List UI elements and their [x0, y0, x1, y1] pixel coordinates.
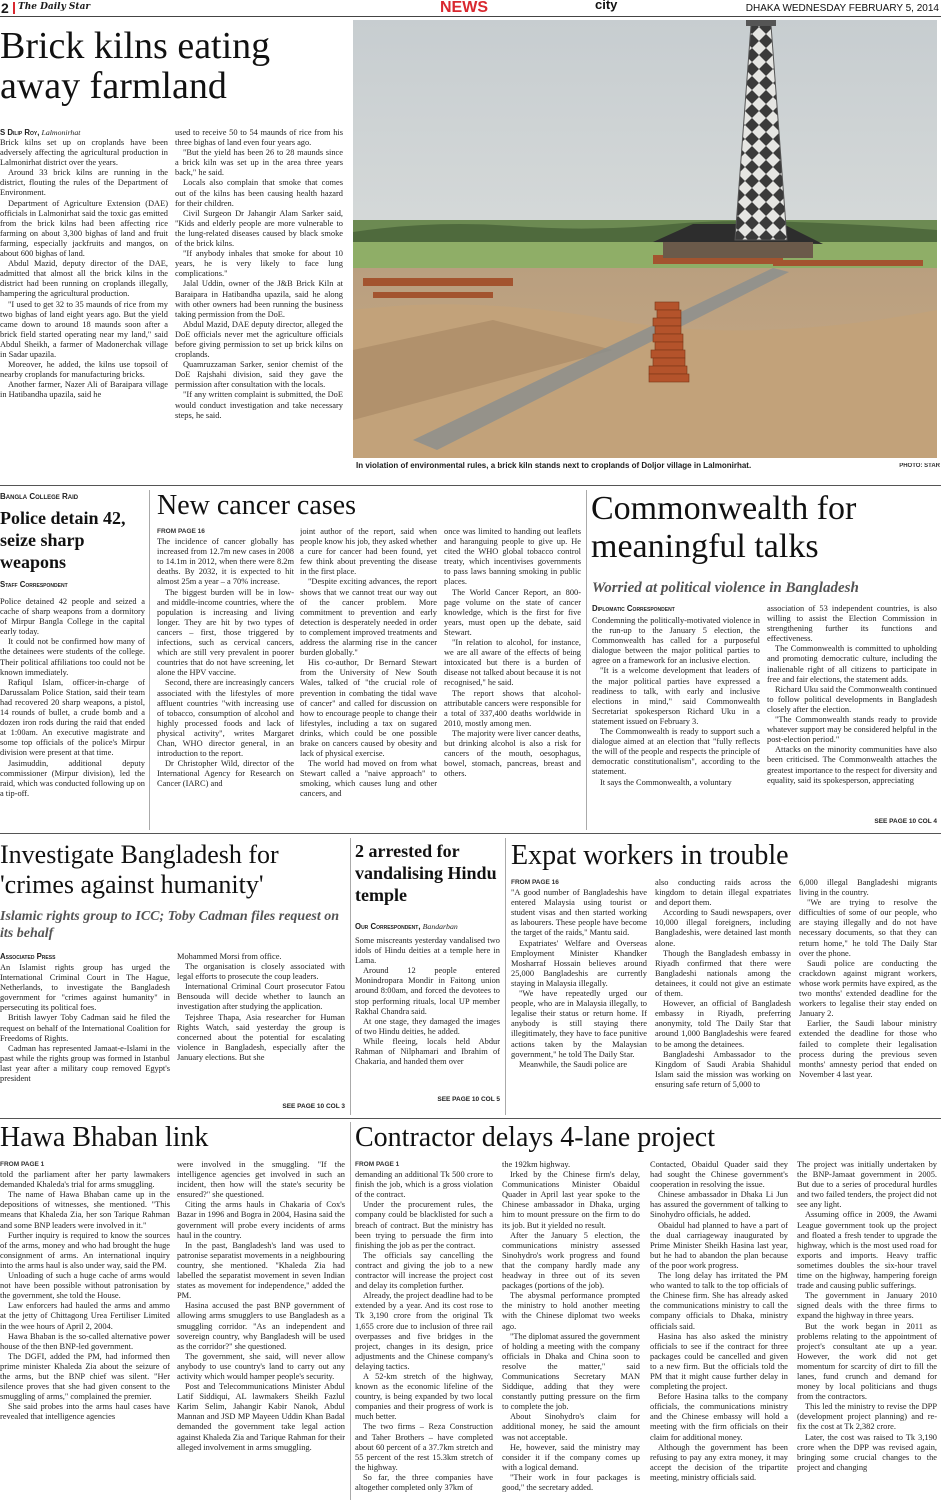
story9-column-3-paragraph: Hasina has also asked the ministry officials to see if the contract for three packages could be cancelled and given to a new firm. But the officials told the PM that it might cause further delay in completing the project.: [650, 1331, 788, 1392]
story4-column-1-paragraph: "It is a welcome development that leaders of the major political parties have expressed a readiness to talk, with early and inclusive elections in mind," said Commonwealth Secretariat spokesperson Richard Uku in a statement issued on February 3.: [592, 666, 760, 726]
story1-column-2-paragraph: Jalal Uddin, owner of the J&B Brick Kiln at Baraipara in Hatibandha upazila, said he along with other owners had been running the business taking permission from the DoE.: [175, 279, 343, 319]
story1-column-1-paragraph: "I used to get 32 to 35 maunds of rice from my two bighas of land eight years ago. But the yield came down to around 18 maunds soon after a brick field started operating near my land," said Abdul Sheikh, a farmer of Madonerchak village in Sadar upazila.: [0, 299, 168, 359]
photo-caption: In violation of environmental rules, a brick kiln stands next to croplands of Doljor village in Lalmonirhat.: [356, 461, 752, 470]
story1-headline: Brick kilns eating away farmland: [0, 26, 271, 106]
story8-column-2-paragraph: Citing the arms hauls in Chakaria of Cox's Bazar in 1996 and Bogra in 2004, Hasina said the government will probe every incidents of arms haul in the country.: [177, 1200, 345, 1240]
story5-see-page: SEE PAGE 10 COL 3: [282, 1103, 345, 1110]
story9-column-3: [650, 1160, 788, 1500]
story9-column-2-paragraph: About Sinohydro's claim for additional money, he said the amount was not acceptable.: [502, 1412, 640, 1442]
story9-column-1: [355, 1160, 493, 1500]
story9-column-2-paragraph: After the January 5 election, the communications ministry assessed Sinohydro's work progress and found that the company hardly made any headway in three out of its seven packages (portions of the job).: [502, 1230, 640, 1291]
story4-column-1-paragraph: It says the Commonwealth, a voluntary: [600, 777, 732, 787]
story3-column-2-paragraph: The world had moved on from what Stewart called a "naive approach" to smoking, which causes lung and other cancers, and: [300, 759, 437, 799]
story2-body-paragraph: Jasimuddin, additional deputy commissioner (Mirpur division), led the raid, which was conducted following up on a tip-off.: [0, 758, 145, 798]
story5-column-1-paragraph: British lawyer Toby Cadman said he filed the request on behalf of the International Coalition for Freedoms of Rights.: [0, 1013, 170, 1043]
story9-column-1-paragraph: So far, the three companies have altogether completed only 37km of: [355, 1472, 493, 1492]
story7-column-2: [655, 878, 791, 1114]
story6-byline-place: Bandarban: [422, 922, 458, 931]
story4-column-1-paragraph: Condemning the politically-motivated violence in the run-up to the January 5 election, the Commonwealth has called for a purposeful dialogue between the major political parties to agree on a framework for an inclusive election.: [592, 616, 760, 666]
story3-column-3-paragraph: once was limited to handing out leaflets and haranguing people to give up. He cited the WHO global tobacco control treaty, which incentivises governments to pass laws banning smoking in public places.: [444, 527, 581, 587]
story8-column-1-paragraph: told the parliament after her party lawmakers demanded Khaleda's trial for arms smuggling.: [0, 1170, 170, 1190]
story5-column-1-paragraph: Cadman has represented Jamaat-e-Islami in the past while the rights group was formed in Istanbul last year after a military coup removed Egypt's president: [0, 1043, 170, 1084]
divider: [0, 485, 941, 486]
story2-body-paragraph: It could not be confirmed how many of the detainees were students of the college. Their political affiliations too could not be known immediately.: [0, 637, 145, 677]
story3-column-3-paragraph: The World Cancer Report, an 800-page volume on the state of cancer knowledge, which is the first for five years, must open up the debate, said Stewart.: [444, 587, 581, 637]
story9-column-3-paragraph: Contacted, Obaidul Quader said they had sought the Chinese government's cooperation in resolving the issue.: [650, 1160, 788, 1190]
story5-headline: Investigate Bangladesh for 'crimes against humanity': [0, 840, 279, 899]
story9-column-4: [797, 1160, 937, 1500]
story9-column-3-paragraph: Although the government has been refusing to pay any extra money, it may accept the decision of the tripartite meeting, ministry officials said.: [650, 1442, 788, 1482]
story8-column-2-paragraph: Post and Telecommunications Minister Abdul Latif Siddiqui, AL lawmakers Sheikh Fazlul Karim Selim, Jahangir Kabir Nanok, Abdul Mannan and JSD MP Mayeen Uddin Khan Badal demanded the government take legal action against Khaleda Zia and Tarique Rahman for their alleged involvement in arms smuggling.: [177, 1382, 345, 1452]
story4-headline: Commonwealth for meaningful talks: [591, 490, 857, 565]
story5-column-2: [177, 952, 345, 1102]
subsection-name: city: [595, 0, 618, 12]
story9-column-3-paragraph: Chinese ambassador in Dhaka Li Jun has assured the government of talking to Sinohydro officials, he added.: [650, 1190, 788, 1220]
story5-byline: Associated Press: [0, 952, 56, 961]
divider: [149, 490, 150, 830]
story9-column-2-paragraph: The abysmal performance prompted the ministry to hold another meeting with the Chinese diplomat two weeks ago.: [502, 1291, 640, 1331]
story9-column-1-paragraph: The two firms – Reza Construction and Taher Brothers – have completed about 60 percent of a 37.7km stretch and 55 percent of the rest 15.3km stretch of the highway.: [355, 1422, 493, 1472]
story6-body-paragraph: Around 12 people entered Monindropara Mondir in Faitong union around 8:00am, and forced the devotees to stop performing rituals, local UP member Rakhal Chandra said.: [355, 966, 500, 1016]
story6-body-paragraph: While fleeing, locals held Abdur Rahman of Nilphamari and Ibrahim of Chakaria, and handed them over: [355, 1036, 500, 1067]
story4-column-2-paragraph: Attacks on the minority communities have also been criticised. The Commonwealth attaches the greatest importance to the respect for diversity and equality, said its spokesperson, appreciating: [767, 745, 937, 785]
divider: [350, 1122, 351, 1500]
story5-column-2-paragraph: Mohammed Morsi from office.: [177, 952, 282, 961]
story8-column-1: [0, 1160, 170, 1500]
story1-column-2-paragraph: Civil Surgeon Dr Jahangir Alam Sarker said, "Kids and elderly people are more vulnerable to the lung-related diseases caused by black smoke of the brick kilns.: [175, 208, 343, 249]
story9-column-1-paragraph: A 52-km stretch of the highway, known as the economic lifeline of the country, is being expanded by two local companies and their progress of work is much better.: [355, 1371, 493, 1422]
story8-column-1-paragraph: The DGFI, added the PM, had informed then prime minister Khaleda Zia about the seizure of the arms, but the BNP chief was silent. "Her silence proves that she had given consent to the smuggling of arms," complained the premier.: [0, 1351, 170, 1402]
story8-headline: Hawa Bhaban link: [0, 1122, 209, 1153]
story9-column-4-paragraph: The government in January 2010 signed deals with the three firms to expand the highway in three years.: [797, 1291, 937, 1321]
story3-column-3: [444, 527, 581, 830]
story7-headline: Expat workers in trouble: [511, 840, 789, 871]
story1-byline-name: S Dilip Roy: [0, 128, 38, 137]
story9-column-1-paragraph: The officials say cancelling the contract and giving the job to a new contractor will increase the project cost and delay its completion further.: [355, 1250, 493, 1291]
story6-byline: Our Correspondent, Bandarban: [355, 922, 458, 931]
story3-column-2: [300, 527, 437, 830]
story1-column-2-paragraph: Locals also complain that smoke that comes out of the kilns has been causing health hazard for their children.: [175, 178, 343, 208]
story1-column-2-paragraph: "If anybody inhales that smoke for about 10 years, he is very likely to face lung complications.": [175, 249, 343, 279]
story9-column-2-paragraph: the 192km highway.: [502, 1160, 571, 1169]
story5-column-1: [0, 963, 170, 1113]
story1-column-1: [0, 138, 168, 471]
story7-column-2-paragraph: also conducting raids across the kingdom to detain illegal expatriates and deport them.: [655, 878, 791, 908]
story7-column-1-paragraph: "We have repeatedly urged our people, who are in Malaysia illegally, to legalise their status or return home. If anybody is still staying there illegitimately, they have to face punitive actions taken by the Malaysian government," he told The Daily Star.: [511, 989, 647, 1059]
story3-column-1-from-page: FROM PAGE 16: [157, 528, 205, 535]
story9-column-1-from-page: FROM PAGE 1: [355, 1161, 400, 1168]
story8-column-1-paragraph: Further inquiry is required to know the sources of the arms, money and who had brought the huge consignment of arms. An international inquiry into the arms haul is also under way, said the PM.: [0, 1230, 170, 1270]
story7-column-3-paragraph: Saudi police are conducting the crackdown against migrant workers, whose work permits have expired, as the two months' extended deadline for the workers to legalise their stay ended on January 2.: [799, 958, 937, 1019]
divider: [0, 1118, 941, 1119]
story4-column-1-paragraph: The Commonwealth is ready to support such a dialogue aimed at an election that "fully reflects the will of the people and respects the principle of democratic constitutionalism", according to the statement.: [592, 727, 760, 777]
story9-column-2-paragraph: He, however, said the ministry may consider it if the company comes up with a logical demand.: [502, 1442, 640, 1472]
story9-column-3-paragraph: The long delay has irritated the PM who wanted to talk to the top officials of the Chinese firm. She has already asked the communications ministry to call the company officials to Dhaka, ministry officials said.: [650, 1271, 788, 1331]
story3-column-1-paragraph: Dr Christopher Wild, director of the International Agency for Research on Cancer (IARC) and: [157, 759, 294, 789]
story8-column-2-paragraph: The government, she said, will never allow anybody to use country's land to carry out any activity which would hamper people's security.: [177, 1351, 345, 1381]
story1-byline-place: Lalmonirhat: [41, 128, 81, 137]
story3-headline: New cancer cases: [157, 490, 356, 521]
story7-column-3-paragraph: "We are trying to resolve the difficulties of some of our people, who are staying illegally and do not have necessary documents, so that they can return home," he told The Daily Star over the phone.: [799, 898, 937, 958]
story8-column-1-from-page: FROM PAGE 1: [0, 1161, 45, 1168]
story1-column-2-paragraph: Quamruzzaman Sarker, senior chemist of the DoE Rajshahi division, said they gave the permission after consultation with the locals.: [175, 360, 343, 390]
story6-byline-name: Our Correspondent: [355, 922, 419, 931]
story3-column-3-paragraph: "In relation to alcohol, for instance, we are all aware of the effects of being intoxicated but there is a burden of disease not talked about because it is not recognised," he said.: [444, 638, 581, 688]
divider: [586, 490, 587, 830]
story2-headline: Police detain 42, seize sharp weapons: [0, 508, 126, 572]
story6-headline: 2 arrested for vandalising Hindu temple: [355, 841, 497, 905]
story2-body: [0, 597, 145, 830]
story7-column-1-paragraph: "A good number of Bangladeshis have entered Malaysia using tourist or student visas and then started working as labourers. These people have become the target of the raids," Mantu said.: [511, 888, 647, 938]
story9-column-3-paragraph: Obaidul had planned to have a part of the dual carriageway inaugurated by Prime Minister Sheikh Hasina last year, but he had to abandon the plan because of the poor work progress.: [650, 1220, 788, 1270]
story2-byline: Staff Correspondent: [0, 580, 68, 589]
story3-column-3-paragraph: The majority were liver cancer deaths, but drinking alcohol is also a risk for cancers of the mouth, oesophagus, bowel, stomach, pancreas, breast and others.: [444, 728, 581, 779]
story9-column-2-paragraph: "Their work in four packages is good," the secretary added.: [502, 1472, 640, 1492]
story7-column-3-paragraph: Earlier, the Saudi labour ministry extended the deadline for those who failed to complete their legalisation process during the previous seven months' amnesty period that ended on November 4 last year.: [799, 1019, 937, 1079]
story4-subhead: Worried at political violence in Bangladesh: [592, 580, 859, 596]
section-name: NEWS: [440, 0, 488, 16]
story8-column-1-paragraph: Law enforcers had hauled the arms and ammo at the jetty of Chittagong Urea Fertiliser Limited in the wee hours of April 2, 2004.: [0, 1301, 170, 1331]
story1-column-1-paragraph: Abdul Mazid, deputy director of the DAE, admitted that almost all the brick kilns in the district had been running on croplands illegally, hampering the agricultural production.: [0, 259, 168, 299]
brick-kiln-photo: [353, 20, 937, 458]
story4-byline: Diplomatic Correspondent: [592, 604, 675, 613]
story9-column-2-paragraph: "The diplomat assured the government of holding a meeting with the company officials in Dhaka and China soon to resolve the matter," said Communications Secretary MAN Siddique, adding that they were constantly putting pressure on the firm to complete the job.: [502, 1331, 640, 1412]
story7-column-2-paragraph: According to Saudi newspapers, over 10,000 illegal foreigners, including Bangladeshis, were detained last month alone.: [655, 908, 791, 948]
story8-column-2-paragraph: Hasina accused the past BNP government of allowing arms smugglers to use Bangladesh as a smuggling corridor. "As an independent and sovereign country, why Bangladesh will be used as the corridor?" she questioned.: [177, 1301, 345, 1351]
story4-column-2: [767, 604, 937, 818]
story2-body-paragraph: Police detained 42 people and seized a cache of sharp weapons from a dormitory of Mirpur Bangla College in the capital early today.: [0, 597, 145, 637]
divider: [350, 838, 351, 1115]
story8-column-2-paragraph: were involved in the smuggling. "If the intelligence agencies get involved in such an incident, then how will the state's security be ensured?" she questioned.: [177, 1160, 345, 1200]
masthead: [0, 0, 941, 17]
story9-column-1-paragraph: Already, the project deadline had to be extended by a year. And its cost rose to Tk 3,190 crore from the original Tk 1,655 crore due to inclusion of three rail overpasses and five bridges in the project, changes in its design, price adjustments and the Chinese company's delaying tactics.: [355, 1291, 493, 1371]
story1-column-2-paragraph: Abdul Mazid, DAE deputy director, alleged the DoE officials never met the agriculture officials before giving permission to set up brick kilns on croplands.: [175, 319, 343, 360]
story3-column-2-paragraph: joint author of the report, said when people know his job, they asked whether a cure for cancer had been found, yet few think about preventing the disease in the first place.: [300, 527, 437, 577]
story9-column-1-paragraph: Under the procurement rules, the company could be blacklisted for such a breach of contract. But the ministry has been trying to persuade the firm into finishing the job as per the contract.: [355, 1200, 493, 1250]
story4-column-2-paragraph: association of 53 independent countries, is also willing to assist the Election Commission in strengthening further its functions and effectiveness.: [767, 604, 937, 644]
story4-column-2-paragraph: Richard Uku said the Commonwealth continued to follow political developments in Bangladesh closely after the election.: [767, 684, 937, 714]
story3-column-1-paragraph: Second, there are increasingly cancers associated with the lifestyles of more affluent countries "with increasing use of tobacco, consumption of alcohol and highly processed foods and lack of physical activity", writes Margaret Chan, WHO director general, in an introduction to the report.: [157, 678, 294, 759]
story7-column-2-paragraph: However, an official of Bangladesh embassy in Riyadh, preferring anonymity, told The Daily Star that around 1,000 Bangladeshis were feared to be among the detainees.: [655, 999, 791, 1049]
story9-headline: Contractor delays 4-lane project: [355, 1122, 715, 1153]
story2-body-paragraph: Rafiqul Islam, officer-in-charge of Darussalam Police Station, said their team had recovered 20 sharp weapons, a pistol, 14 rounds of bullet, a crude bomb and a dozen iron rods during the raid that ended at 1:00am. An executive magistrate and some top officials of the police's Mirpur division were present at that time.: [0, 677, 145, 758]
story1-column-2: [175, 128, 343, 471]
story7-column-3: [799, 878, 937, 1114]
story4-column-1: [592, 616, 760, 830]
dateline: DHAKA WEDNESDAY FEBRUARY 5, 2014: [745, 3, 939, 14]
story5-column-2-paragraph: The organisation is closely associated with legal efforts to prosecute the coup leaders.: [177, 962, 345, 982]
story9-column-1-paragraph: demanding an additional Tk 500 crore to finish the job, which is a gross violation of the contract.: [355, 1170, 493, 1200]
story7-column-1-from-page: FROM PAGE 16: [511, 879, 559, 886]
story5-subhead: Islamic rights group to ICC; Toby Cadman files request on its behalf: [0, 909, 340, 941]
story5-column-1-paragraph: An Islamist rights group has urged the International Criminal Court in The Hague, Netherlands, to investigate the Bangladesh government for "crimes against humanity" in persecuting its political foes.: [0, 963, 170, 1013]
page-number: 2: [1, 0, 9, 16]
photo-credit: PHOTO: STAR: [899, 463, 940, 469]
story5-column-2-paragraph: Tejshree Thapa, Asia researcher for Human Rights Watch, said yesterday the group is concerned about the potential for escalating violence in Bangladesh, especially after the January elections. But she: [177, 1012, 345, 1062]
story1-column-2-paragraph: used to receive 50 to 54 maunds of rice from his three bighas of land even four years ago.: [175, 128, 343, 148]
story3-column-2-paragraph: "Despite exciting advances, the report shows that we cannot treat our way out of the cancer problem. More commitment to prevention and early detection is desperately needed in order to complement improved treatments and address the alarming rise in the cancer burden globally.": [300, 577, 437, 658]
story1-column-1-paragraph: Department of Agriculture Extension (DAE) officials in Lalmonirhat said the toxic gas emitted from the brick kilns had been affecting rice farming on about 3,300 bighas of land and fruit farming, especially jackfruits and mangos, on about 600 bighas of land.: [0, 198, 168, 259]
story8-column-1-paragraph: She said probes into the arms haul cases have revealed that intelligence agencies: [0, 1402, 170, 1422]
story6-see-page: SEE PAGE 10 COL 5: [437, 1096, 500, 1103]
story7-column-1-paragraph: Meanwhile, the Saudi police are: [519, 1059, 628, 1069]
divider: [505, 838, 506, 1115]
story3-column-3-paragraph: The report shows that alcohol-attributable cancers were responsible for a total of 337,400 deaths worldwide in 2010, mostly among men.: [444, 688, 581, 728]
brick-kiln-photo-illustration: [353, 20, 937, 458]
story8-column-1-paragraph: Hawa Bhaban is the so-called alternative power house of the then BNP-led government.: [0, 1331, 170, 1351]
page-number-divider: [13, 2, 15, 14]
story9-column-4-paragraph: The project was initially undertaken by the BNP-Jamaat government in 2005. But due to a series of procedural hurdles and two failed tenders, the project did not see any light.: [797, 1160, 937, 1210]
story4-see-page: SEE PAGE 10 COL 4: [874, 818, 937, 825]
story3-column-1: [157, 527, 294, 830]
story8-column-2-paragraph: In the past, Bangladesh's land was used to patronise separatist movements in a neighbouring country, she mentioned. "Khaleda Zia had labelled the separatist movement in seven Indian states as movement for independence," added the PM.: [177, 1240, 345, 1301]
story1-column-2-paragraph: "But the yield has been 26 to 28 maunds since a brick kiln was set up in the area three years back," he said.: [175, 148, 343, 178]
story7-column-2-paragraph: Though the Bangladesh embassy in Riyadh confirmed that there were Bangladeshi nationals among the detainees, it could not give an estimate of them.: [655, 948, 791, 999]
story8-column-1-paragraph: Unloading of such a huge cache of arms would not have been possible without patronisation by the government, she told the House.: [0, 1271, 170, 1301]
story9-column-2-paragraph: Irked by the Chinese firm's delay, Communications Minister Obaidul Quader in April last year spoke to the Chinese ambassador in Dhaka, urging him to mount pressure on the firm to do its job. But it yielded no result.: [502, 1170, 640, 1230]
story9-column-3-paragraph: Before Hasina talks to the company officials, the communications ministry and the Chinese embassy will hold a meeting with the firm officials on their claim for additional money.: [650, 1392, 788, 1442]
story1-column-1-paragraph: Around 33 brick kilns are running in the district, flouting the rules of the Department of Environment.: [0, 168, 168, 198]
divider: [0, 833, 941, 834]
story6-body: [355, 936, 500, 1094]
story3-column-2-paragraph: His co-author, Dr Bernard Stewart from the University of New South Wales, talked of "the crucial role of prevention in combating the tidal wave of cancer" and called for discussion on how to encourage people to change their lifestyles, including a tax on sugared drinks, which could be one possible brake on cancers caused by obesity and lack of physical exercise.: [300, 658, 437, 759]
story4-column-2-paragraph: The Commonwealth is committed to upholding and promoting democratic culture, including the inalienable right of all citizens to participate in free and fair elections, the statement adds.: [767, 644, 937, 684]
story1-column-1-paragraph: Another farmer, Nazer Ali of Baraipara village in Hatibandha upazila, said he: [0, 380, 168, 400]
story9-column-2: [502, 1160, 640, 1500]
story2-kicker: Bangla College Raid: [0, 492, 79, 501]
story3-column-1-paragraph: The biggest burden will be in low- and middle-income countries, where the population is increasing and living longer. They are hit by two types of cancers – first, those triggered by infections, such as cervical cancers, which are still very prevalent in poorer countries that do not have screening, let alone the HPV vaccine.: [157, 587, 294, 678]
story1-byline: S Dilip Roy, Lalmonirhat: [0, 128, 81, 137]
story5-column-2-paragraph: International Criminal Court prosecutor Fatou Bensouda will decide whether to launch an investigation after studying the application.: [177, 982, 345, 1012]
story1-column-1-paragraph: Brick kilns set up on croplands have been adversely affecting the agricultural production in Lalmonirhat district over the years.: [0, 138, 168, 168]
story9-column-4-paragraph: But the work began in 2011 as problems relating to the appointment of project's consultant ate up a year. However, the work did not get momentum for scarcity of dirt to fill the lanes, fund crunch and demand for money by local politicians and thugs from the contractors.: [797, 1321, 937, 1402]
story8-column-1-paragraph: The name of Hawa Bhaban came up in the depositions of witnesses, she mentioned. "This means that Khaleda Zia, her son Tarique Rahman and some BNP leaders were involved in it.": [0, 1190, 170, 1230]
story6-body-paragraph: Some miscreants yesterday vandalised two idols of Hindu deities at a temple here in Lama.: [355, 936, 500, 966]
story1-column-1-paragraph: Moreover, he added, the kilns use topsoil of nearby croplands for manufacturing bricks.: [0, 360, 168, 380]
story6-body-paragraph: At one stage, they damaged the images of two Hindu deities, he added.: [355, 1016, 500, 1036]
story7-column-2-paragraph: Bangladeshi Ambassador to the Kingdom of Saudi Arabia Shahidul Islam said the mission was working on ensuring safe return of 5,000 to: [655, 1049, 791, 1089]
story7-column-1-paragraph: Expatriates' Welfare and Overseas Employment Minister Khandker Mosharraf Hossain believes around 25,000 Bangladeshis are currently staying in Malaysia illegally.: [511, 938, 647, 988]
story1-column-2-paragraph: "If any written complaint is submitted, the DoE would conduct investigation and take necessary steps, he said.: [175, 390, 343, 420]
story8-column-2: [177, 1160, 345, 1500]
paper-name: The Daily Star: [18, 2, 91, 12]
story7-column-3-paragraph: 6,000 illegal Bangladeshi migrants living in the country.: [799, 878, 937, 898]
story9-column-4-paragraph: This led the ministry to revise the DPP (development project planning) and re-fix the cost at Tk 2,382 crore.: [797, 1402, 937, 1432]
story3-column-1-paragraph: The incidence of cancer globally has increased from 12.7m new cases in 2008 to 14.1m in 2012, when there were 8.2m deaths. By 2032, it is expected to hit almost 25m a year – a 70% increase.: [157, 537, 294, 587]
story9-column-4-paragraph: Assuming office in 2009, the Awami League government took up the project and floated a fresh tender to upgrade the highway, which is the most used road for exports and imports. Heavy traffic sometimes doubles the six-hour travel time on the highway, hampering foreign trade and causing public sufferings.: [797, 1210, 937, 1291]
story7-column-1: [511, 878, 647, 1114]
story9-column-4-paragraph: Later, the cost was raised to Tk 3,190 crore when the DPP was revised again, bringing some crucial changes to the project and changing: [797, 1432, 937, 1472]
story4-column-2-paragraph: "The Commonwealth stands ready to provide whatever support may be considered helpful in the post-election period.": [767, 715, 937, 745]
